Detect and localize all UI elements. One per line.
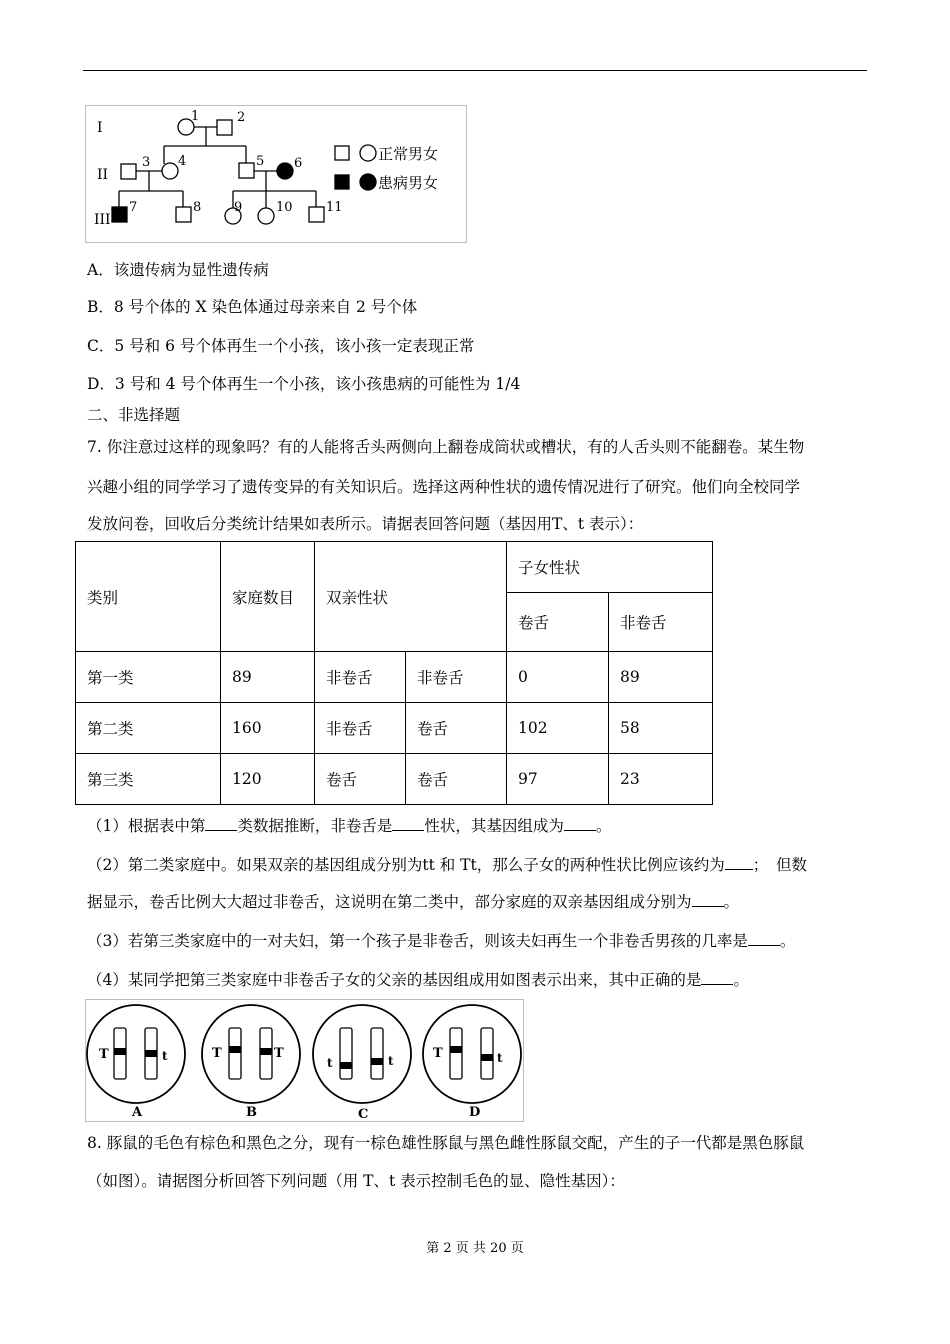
- q8-line-1: 8. 豚鼠的毛色有棕色和黑色之分，现有一棕色雄性豚鼠与黑色雌性豚鼠交配，产生的子一代都是黑色豚鼠: [87, 1134, 805, 1152]
- gene-label-d-left: T: [433, 1046, 443, 1061]
- legend-normal-female-icon: [360, 145, 376, 161]
- answer-blank[interactable]: [725, 855, 753, 870]
- answer-blank[interactable]: [692, 892, 724, 907]
- generation-label-1: I: [97, 120, 103, 136]
- gene-locus: [481, 1054, 493, 1061]
- q7-line-1: 7. 你注意过这样的现象吗？有的人能将舌头两侧向上翻卷成筒状或槽状，有的人舌头则不能翻卷。某生物: [87, 438, 805, 456]
- number-6: 6: [294, 156, 303, 171]
- cell-families: 89: [221, 652, 315, 703]
- gene-locus: [371, 1058, 383, 1065]
- q7-sub-4: （4）某同学把第三类家庭中非卷舌子女的父亲的基因组成用如图表示出来，其中正确的是 。: [87, 971, 749, 989]
- chromosome: [450, 1028, 462, 1079]
- individual-5-male: [239, 163, 254, 178]
- q7-sub-3: （3）若第三类家庭中的一对夫妇，第一个孩子是非卷舌，则该夫妇再生一个非卷舌男孩的几率是 。: [87, 932, 796, 950]
- cell-parent-1: 卷舌: [315, 754, 406, 805]
- individual-7-male-affected: [112, 207, 127, 222]
- cell-roll: 0: [507, 652, 609, 703]
- individual-6-female-affected: [277, 163, 293, 179]
- individual-11-male: [309, 207, 324, 222]
- gene-label-c-right: t: [388, 1054, 394, 1068]
- legend-affected-male-icon: [335, 175, 349, 189]
- cell-roll: 102: [507, 703, 609, 754]
- gene-locus: [450, 1046, 462, 1053]
- legend-affected-female-icon: [360, 174, 376, 190]
- table-row: [76, 652, 713, 703]
- individual-8-male: [176, 207, 191, 222]
- option-c: C．5 号和 6 号个体再生一个小孩，该小孩一定表现正常: [87, 337, 475, 355]
- cell-category: 第二类: [76, 703, 221, 754]
- cell-parent-2: 卷舌: [406, 754, 507, 805]
- cell-nonroll: 58: [609, 703, 713, 754]
- answer-blank[interactable]: [701, 970, 733, 985]
- gene-label-d-right: t: [497, 1051, 503, 1065]
- table-row: [76, 703, 713, 754]
- gene-locus: [114, 1048, 126, 1055]
- cell-parent-2: 卷舌: [406, 703, 507, 754]
- gene-label-b-left: T: [212, 1046, 222, 1061]
- cell-category: 第三类: [76, 754, 221, 805]
- cell-category: 第一类: [76, 652, 221, 703]
- generation-label-3: III: [94, 212, 111, 228]
- number-8: 8: [193, 200, 202, 215]
- survey-table: [75, 541, 713, 805]
- header-roll: 卷舌: [507, 593, 609, 652]
- gene-label-a-left: T: [99, 1047, 109, 1062]
- answer-blank[interactable]: [205, 816, 237, 831]
- cell-label-c: C: [358, 1107, 369, 1121]
- q8-line-2: （如图）。请据图分析回答下列问题（用 T、t 表示控制毛色的显、隐性基因）：: [87, 1172, 625, 1190]
- gene-locus: [229, 1046, 241, 1053]
- number-7: 7: [129, 200, 138, 215]
- number-10: 10: [276, 200, 293, 215]
- legend-normal-label: 正常男女: [378, 145, 439, 163]
- header-families: 家庭数目: [221, 542, 315, 652]
- number-3: 3: [142, 155, 151, 170]
- gene-locus: [260, 1048, 272, 1055]
- cell-label-d: D: [469, 1105, 481, 1120]
- table-row: [76, 754, 713, 805]
- answer-blank[interactable]: [392, 816, 424, 831]
- cell-families: 160: [221, 703, 315, 754]
- individual-10-female: [258, 208, 274, 224]
- header-category: 类别: [76, 542, 221, 652]
- option-d: D．3 号和 4 号个体再生一个小孩，该小孩患病的可能性为 1/4: [87, 375, 521, 393]
- cell-nonroll: 89: [609, 652, 713, 703]
- page-footer: 第 2 页 共 20 页: [426, 1241, 524, 1256]
- gene-label-a-right: t: [162, 1049, 168, 1063]
- q7-sub-2a: （2）第二类家庭中。如果双亲的基因组成分别为tt 和 Tt，那么子女的两种性状比例应该约为 ； 但数: [87, 856, 808, 874]
- option-b: B．8 号个体的 X 染色体通过母亲来自 2 号个体: [87, 298, 418, 316]
- cell-label-a: A: [132, 1105, 143, 1120]
- number-9: 9: [234, 200, 243, 215]
- cell-c-circle: [313, 1005, 411, 1103]
- header-children: 子女性状: [507, 542, 713, 593]
- pedigree-chart: [86, 106, 466, 242]
- q7-line-3: 发放问卷，回收后分类统计结果如表所示。请据表回答问题（基因用T、t 表示）：: [87, 515, 644, 533]
- number-4: 4: [178, 154, 187, 169]
- header-nonroll: 非卷舌: [609, 593, 713, 652]
- individual-4-female: [162, 163, 178, 179]
- number-2: 2: [237, 110, 246, 125]
- cell-label-b: B: [246, 1105, 257, 1120]
- cell-parent-1: 非卷舌: [315, 652, 406, 703]
- answer-blank[interactable]: [748, 931, 780, 946]
- cell-families: 120: [221, 754, 315, 805]
- q7-sub-1: （1）根据表中第 类数据推断，非卷舌是 性状，其基因组成为 。: [87, 817, 612, 835]
- section-heading: 二、非选择题: [87, 406, 181, 424]
- cell-parent-1: 非卷舌: [315, 703, 406, 754]
- chromosome: [229, 1028, 241, 1079]
- legend-normal-male-icon: [335, 146, 349, 160]
- legend-affected-label: 患病男女: [378, 174, 439, 192]
- cell-parent-2: 非卷舌: [406, 652, 507, 703]
- number-1: 1: [191, 109, 200, 124]
- individual-2-male: [217, 120, 232, 135]
- gene-label-b-right: T: [274, 1046, 284, 1061]
- chromosome: [481, 1028, 493, 1079]
- header-rule: [83, 70, 867, 71]
- number-5: 5: [256, 154, 265, 169]
- gene-locus: [145, 1050, 157, 1057]
- cell-roll: 97: [507, 754, 609, 805]
- option-a: A．该遗传病为显性遗传病: [87, 261, 269, 279]
- number-11: 11: [326, 200, 343, 215]
- individual-3-male: [121, 164, 136, 179]
- answer-blank[interactable]: [564, 816, 596, 831]
- gene-locus: [340, 1062, 352, 1069]
- chromosome-diagram: [86, 1000, 523, 1121]
- chromosome: [340, 1028, 352, 1079]
- chromosome: [371, 1028, 383, 1079]
- pedigree-figure: [85, 105, 467, 243]
- gene-label-c-left: t: [327, 1056, 333, 1070]
- chromosome-figure: [85, 999, 524, 1122]
- q7-sub-2b: 据显示，卷舌比例大大超过非卷舌，这说明在第二类中，部分家庭的双亲基因组成分别为 。: [87, 893, 740, 911]
- header-parents: 双亲性状: [315, 542, 507, 652]
- q7-line-2: 兴趣小组的同学学习了遗传变异的有关知识后。选择这两种性状的遗传情况进行了研究。他们向全校同学: [87, 478, 801, 496]
- cell-nonroll: 23: [609, 754, 713, 805]
- generation-label-2: II: [97, 167, 109, 183]
